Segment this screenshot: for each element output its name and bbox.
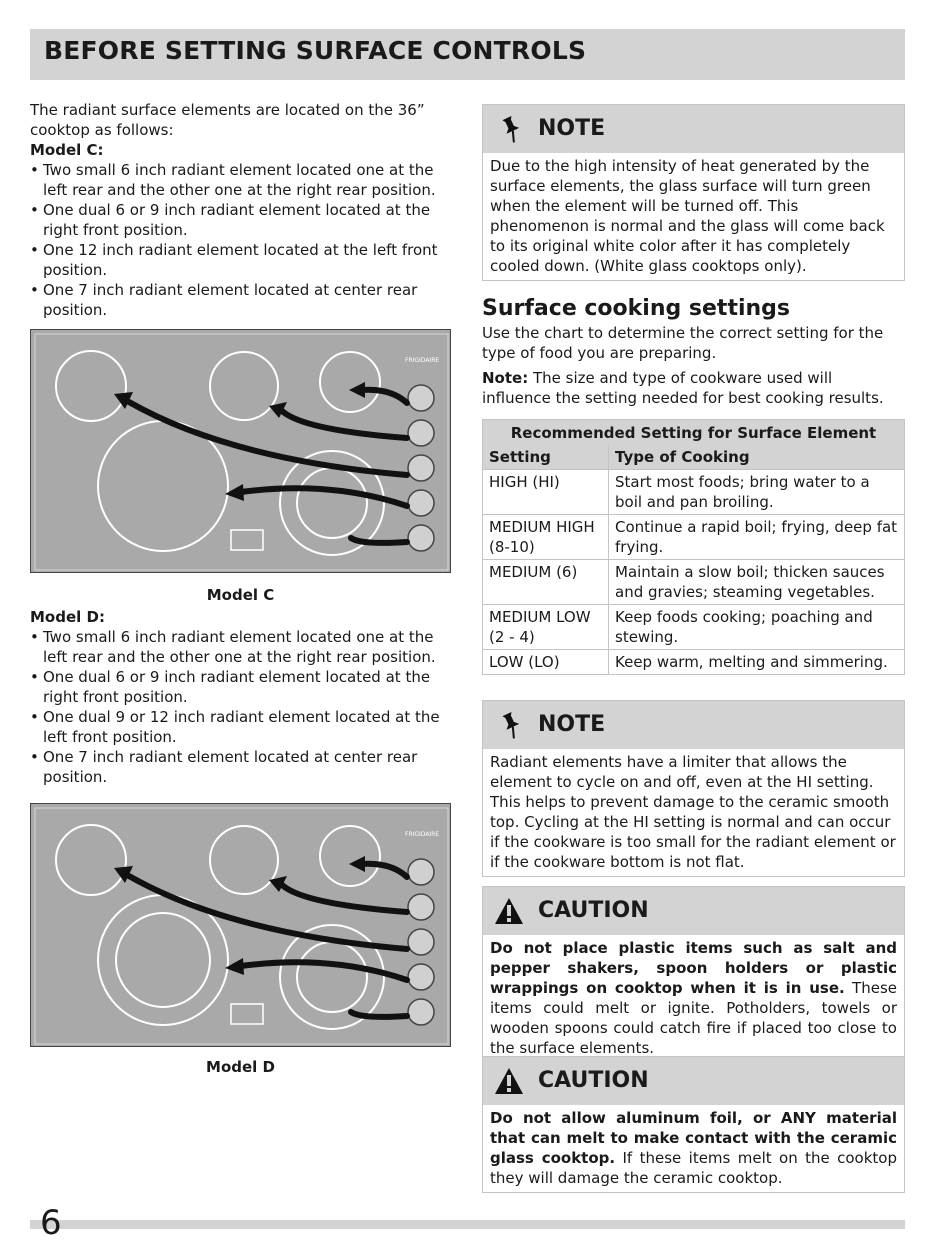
setting-cell: MEDIUM LOW (2 - 4) (483, 605, 609, 650)
note-title: NOTE (538, 712, 606, 737)
cooking-cell: Keep warm, melting and simmering. (609, 650, 905, 675)
caution-header (483, 1057, 904, 1105)
setting-cell: HIGH (HI) (483, 470, 609, 515)
list-item: • One 7 inch radiant element located at center rear position. (30, 747, 460, 787)
caution-body-text: If these items melt on the cooktop they will damage the ceramic cooktop. (490, 1149, 898, 1187)
model-d-caption: Model D (206, 1058, 275, 1076)
note-text: Due to the high intensity of heat generated by the surface elements, the glass surface will turn green when the element will be turned off. This phenomenon is normal and the glass will come back to its original white color after it has completely cooled down. (White glass cooktops only). (490, 157, 885, 275)
setting-cell: LOW (LO) (483, 650, 609, 675)
caution-body-text: These items could melt or ignite. Potholders, towels or wooden spoons could catch fire if placed too close to the surface elements. (490, 979, 897, 1057)
intro-text: The radiant surface elements are located on the 36” cooktop as follows: (30, 101, 425, 139)
note-body: The size and type of cookware used will influence the setting needed for best cooking results. (482, 369, 884, 407)
cooking-cell: Maintain a slow boil; thicken sauces and gravies; steaming vegetables. (609, 560, 905, 605)
model-c-heading: Model C: (30, 141, 104, 159)
section-note (482, 368, 905, 408)
table-row (483, 470, 905, 515)
footer-bar (30, 1220, 905, 1229)
table-row (483, 605, 905, 650)
caution-bold-text: Do not place plastic items such as salt and pepper shakers, spoon holders or plastic wrappings on cooktop when it is in use. (490, 939, 897, 997)
cooktop-diagram-model-c (30, 329, 451, 573)
section-heading: Surface cooking settings (482, 296, 790, 321)
note-header (483, 105, 904, 153)
list-item: • Two small 6 inch radiant element located one at the left rear and the other one at the right rear position. (30, 627, 460, 667)
model-c-list (30, 160, 460, 320)
page-title-bar (30, 29, 905, 80)
settings-table (482, 419, 905, 675)
pushpin-icon (499, 711, 525, 739)
warning-icon (493, 1067, 525, 1095)
cooktop-diagram-model-d (30, 803, 451, 1047)
note-text: Radiant elements have a limiter that allows the element to cycle on and off, even at the HI setting. This helps to prevent damage to the ceramic smooth top. Cycling at the HI setting is normal and can occur if the cookware is too small for the radiant element or if the cookware bottom is not flat. (490, 753, 896, 871)
model-c-caption: Model C (206, 586, 275, 604)
setting-cell: MEDIUM HIGH (8-10) (483, 515, 609, 560)
table-row (483, 515, 905, 560)
table-caption: Recommended Setting for Surface Element (483, 420, 905, 446)
pushpin-icon (499, 115, 525, 143)
caution-box-foil (482, 1056, 905, 1193)
cooking-cell: Continue a rapid boil; frying, deep fat frying. (609, 515, 905, 560)
list-item: • One dual 6 or 9 inch radiant element located at the right front position. (30, 667, 460, 707)
column-header: Type of Cooking (609, 445, 905, 470)
page-number: 6 (40, 1203, 62, 1243)
list-item: • One 7 inch radiant element located at center rear position. (30, 280, 460, 320)
cooking-cell: Start most foods; bring water to a boil and pan broiling. (609, 470, 905, 515)
setting-cell: MEDIUM (6) (483, 560, 609, 605)
note-box-glass-color (482, 104, 905, 281)
warning-icon (493, 897, 525, 925)
model-d-heading: Model D: (30, 608, 105, 626)
note-box-cycling (482, 700, 905, 877)
table-row (483, 560, 905, 605)
caution-header (483, 887, 904, 935)
list-item: • One dual 9 or 12 inch radiant element located at the left front position. (30, 707, 460, 747)
svg-text:FRIGIDAIRE: FRIGIDAIRE (405, 831, 440, 838)
model-c-description (30, 100, 460, 320)
note-header (483, 701, 904, 749)
section-intro: Use the chart to determine the correct setting for the type of food you are preparing. (482, 324, 884, 362)
list-item: • One dual 6 or 9 inch radiant element located at the right front position. (30, 200, 460, 240)
model-d-list (30, 627, 460, 787)
list-item: • One 12 inch radiant element located at the left front position. (30, 240, 460, 280)
caution-text (483, 935, 904, 1062)
list-item: • Two small 6 inch radiant element located one at the left rear and the other one at the right rear position. (30, 160, 460, 200)
note-title: NOTE (538, 116, 606, 141)
table-row (483, 650, 905, 675)
caution-title: CAUTION (538, 1068, 649, 1093)
svg-text:FRIGIDAIRE: FRIGIDAIRE (405, 357, 440, 364)
model-d-description (30, 607, 460, 787)
caution-box-plastic (482, 886, 905, 1063)
note-label: Note: (482, 369, 529, 387)
page-title: BEFORE SETTING SURFACE CONTROLS (44, 36, 587, 65)
caution-title: CAUTION (538, 898, 649, 923)
caution-bold-text: Do not allow aluminum foil, or ANY material that can melt to make contact with the ceramic glass cooktop. (490, 1109, 897, 1167)
cooking-cell: Keep foods cooking; poaching and stewing. (609, 605, 905, 650)
column-header: Setting (483, 445, 609, 470)
caution-text (483, 1105, 904, 1192)
